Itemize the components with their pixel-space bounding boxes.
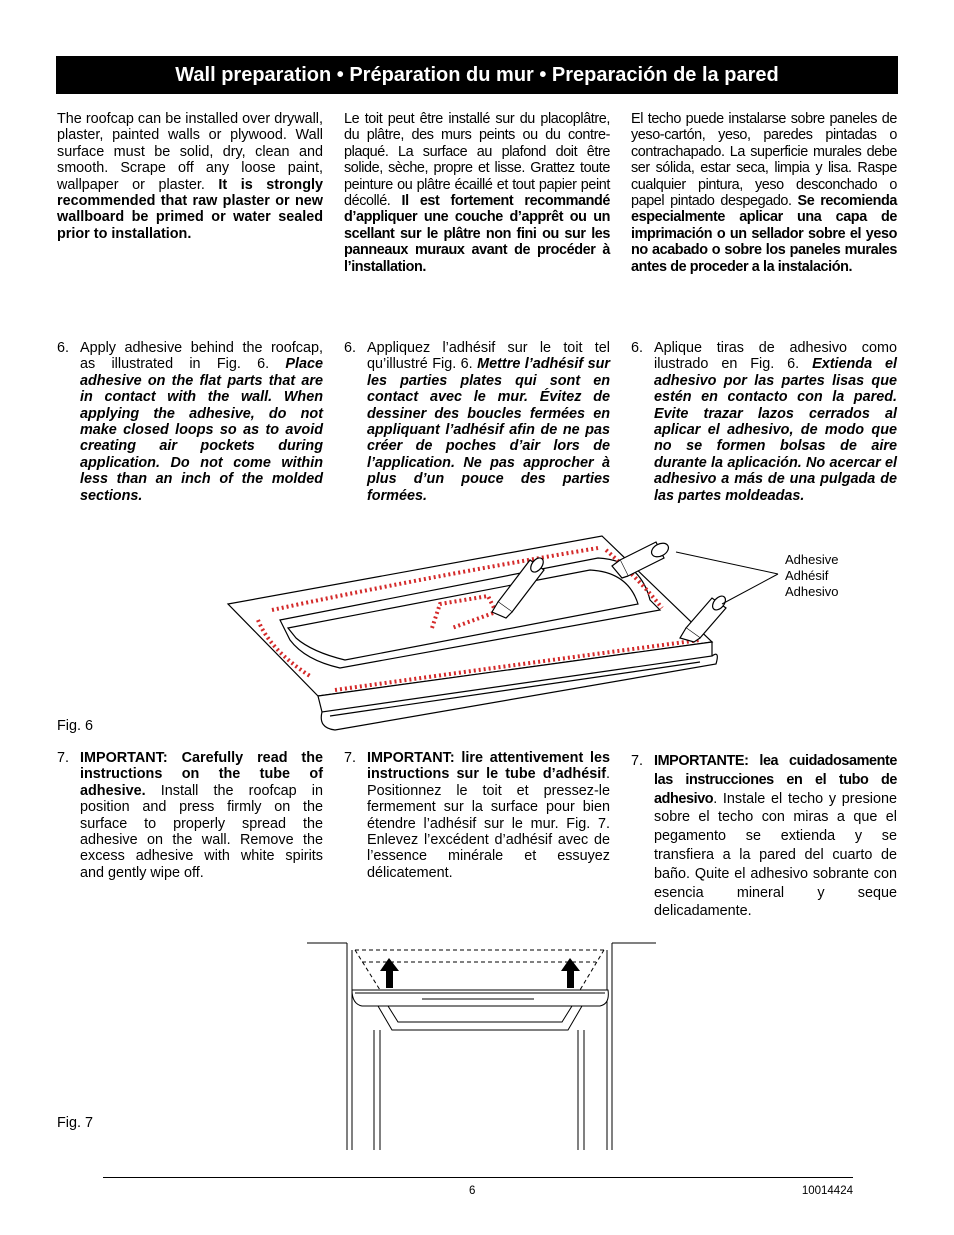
step6-en-text: Apply adhesive behind the roofcap, as illustrated in Fig. 6. — [80, 340, 323, 373]
page-number: 6 — [469, 1185, 476, 1197]
fig6-label: Fig. 6 — [57, 718, 93, 734]
callout-fr: Adhésif — [785, 568, 829, 583]
step6-en-emph: Place adhesive on the flat parts that are in contact with the wall. When applying the adhesive, do not make closed loops so as to avoid creating air pockets during application. Do not come within less than an inch of the molded sections. — [80, 356, 323, 504]
step6-es — [631, 340, 897, 504]
step-number: 7. — [57, 750, 70, 766]
callout-es: Adhesivo — [785, 584, 839, 599]
intro-en-text: The roofcap can be installed over drywall, plaster, painted walls or plywood. Wall surface must be solid, dry, clean and smooth. Scrape off any loose paint, wallpaper or plaster. — [57, 111, 323, 193]
step6-es-text: Aplique tiras de adhesivo como ilustrado en Fig. 6. — [654, 340, 897, 373]
step7-en — [57, 750, 323, 881]
step7-fr — [344, 750, 610, 881]
intro-en — [57, 111, 323, 242]
adhesive-beads — [258, 548, 700, 690]
intro-es-text: El techo puede instalarse sobre paneles de yeso-cartón, yeso, paredes pintadas o contrachapado. La superficie murales debe ser sólida, estar seca, limpia y lisa. Raspe cualquier pintura, yeso desconchado o papel pintado despegado. — [631, 111, 897, 210]
step7-en-text: Install the roofcap in position and press firmly on the surface to properly spread the adhesive on the wall. Remove the excess adhesive with white spirits and gently wipe off. — [80, 782, 323, 881]
step-number: 6. — [57, 340, 70, 356]
document-number: 10014424 — [801, 1185, 853, 1197]
fig7-label: Fig. 7 — [57, 1115, 93, 1131]
adhesive-tube-3 — [680, 594, 728, 642]
intro-fr — [344, 111, 610, 275]
step7-en-bold: IMPORTANT: Carefully read the instructions on the tube of adhesive. — [80, 750, 323, 799]
step6-es-emph: Extienda el adhesivo por las partes lisas que estén en contacto con la pared. Evite trazar lazos cerrados al aplicar el adhesivo, de modo que no se formen bolsas de aire durante la aplicación. No acercar el adhesivo a más de una pulgada de las partes moldeadas. — [654, 356, 897, 504]
step-number: 6. — [631, 340, 644, 356]
callout-en: Adhesive — [785, 552, 839, 567]
step6-fr-text: Appliquez l’adhésif sur le toit tel qu’illustré Fig. 6. — [367, 340, 610, 373]
step7-fr-text: . Positionnez le toit et pressez-le fermement sur la surface pour bien étendre l’adhésif sur le mur. Fig. 7. Enlevez l’excédent d’adhésif avec de l’essence minérale et essuyez délicatement. — [367, 766, 610, 881]
step7-es-bold: IMPORTANTE: lea cuidadosamente las instrucciones en el tubo de adhesivo — [654, 753, 897, 807]
callout-leaders — [676, 552, 778, 604]
fig6-callout — [785, 552, 838, 600]
step6-en — [57, 340, 323, 504]
step6-fr — [344, 340, 610, 504]
intro-en-bold: It is strongly recommended that raw plaster or new wallboard be primed or water sealed prior to installation. — [57, 176, 323, 242]
section-title: Wall preparation • Préparation du mur • Preparación de la pared — [175, 63, 779, 86]
intro-es-bold: Se recomienda especialmente aplicar una capa de imprimación o un sellador sobre el yeso no acabado o sobre los paneles murales antes de proceder a la instalación. — [631, 193, 898, 275]
step7-fr-bold: IMPORTANT: lire attentivement les instructions sur le tube d’adhésif — [367, 750, 610, 783]
up-arrow-icon — [561, 958, 580, 988]
intro-fr-bold: Il est fortement recommandé d’appliquer une couche d’apprêt ou un scellant sur le plâtre non fini ou sur les panneaux muraux avant de procéder à l’installation. — [344, 193, 610, 275]
intro-es — [631, 111, 897, 275]
step6-fr-emph: Mettre l’adhésif sur les parties plates qui sont en contact avec le mur. Évitez de dessiner des boucles fermées en appliquant l’adhésif afin de ne pas créer de poches d’air lors de l’application. Ne pas approcher à plus d’un pouce des parties formées. — [367, 356, 610, 504]
step7-es-text: . Instale el techo y presione sobre el techo con miras a que el pegamento se extienda y se transfiera a la pared del cuarto de baño. Quite el adhesivo sobrante con esencia mineral y seque delicadamente. — [654, 790, 897, 920]
step-number: 7. — [344, 750, 357, 766]
adhesive-tube-1 — [492, 556, 546, 618]
adhesive-tube-2 — [612, 540, 671, 578]
section-title-banner — [56, 56, 898, 94]
step7-es — [631, 752, 897, 921]
step-number: 7. — [631, 753, 644, 769]
step-number: 6. — [344, 340, 357, 356]
up-arrow-icon — [380, 958, 399, 988]
footer-rule — [103, 1177, 853, 1178]
intro-fr-text: Le toit peut être installé sur du placoplâtre, du plâtre, des murs peints ou du contre-plaqué. La surface au plafond doit être solide, sèche, propre et lisse. Grattez toute peinture ou plâtre écaillé et tout papier peint décollé. — [344, 111, 610, 210]
